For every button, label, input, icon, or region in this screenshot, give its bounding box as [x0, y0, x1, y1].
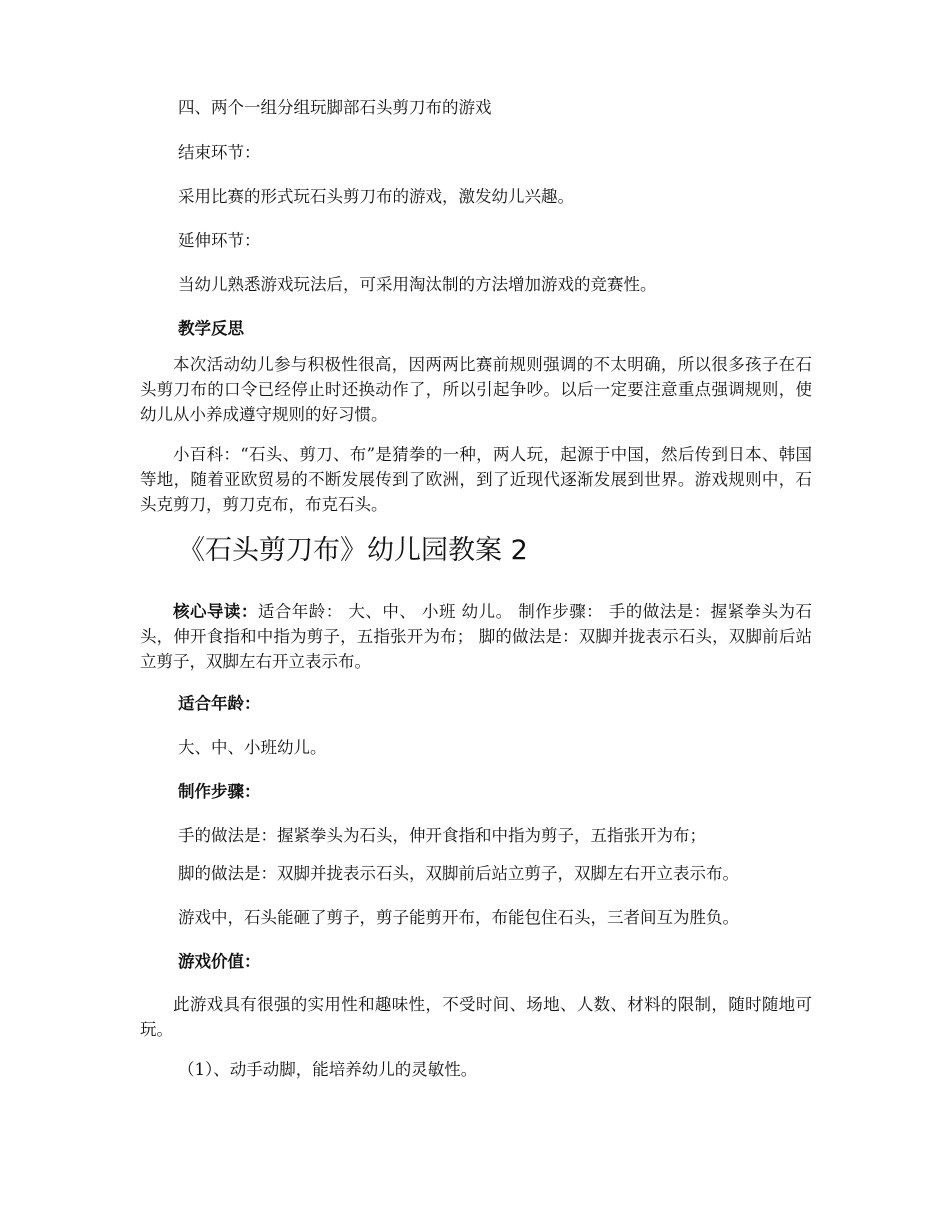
step-four-text: 四、两个一组分组玩脚部石头剪刀布的游戏 [178, 98, 492, 117]
core-guide-paragraph [140, 599, 812, 674]
extension-section-label: 延伸环节： [178, 231, 261, 250]
game-value-heading: 游戏价值： [178, 952, 261, 971]
end-section-label: 结束环节： [178, 143, 261, 162]
game-value-item-1: （1）、动手动脚，能培养幼儿的灵敏性。 [178, 1060, 478, 1079]
reflection-heading: 教学反思 [178, 319, 244, 338]
suitable-age-text: 大、中、小班幼儿。 [178, 738, 327, 757]
game-rule-text: 游戏中，石头能砸了剪子，剪子能剪开布，布能包住石头，三者间互为胜负。 [178, 908, 739, 927]
core-guide-text: 适合年龄： 大、中、 小班 幼儿。 制作步骤： 手的做法是：握紧拳头为石头，伸开食指和中指为剪子，五指张开为布； 脚的做法是：双脚并拢表示石头，双脚前后站立剪子，双脚左右开立表示布。 [140, 602, 813, 671]
encyclopedia-paragraph: 小百科：“石头、剪刀、布”是猜拳的一种，两人玩，起源于中国，然后传到日本、韩国等地，随着亚欧贸易的不断发展传到了欧洲，到了近现代逐渐发展到世界。游戏规则中，石头克剪刀，剪刀克布，布克石头。 [140, 445, 812, 514]
foot-method-text: 脚的做法是：双脚并拢表示石头，双脚前后站立剪子，双脚左右开立表示布。 [178, 864, 739, 883]
suitable-age-heading: 适合年龄： [178, 694, 261, 713]
extension-section-text: 当幼儿熟悉游戏玩法后，可采用淘汰制的方法增加游戏的竞赛性。 [178, 275, 657, 294]
core-guide-label: 核心导读： [173, 602, 258, 621]
steps-heading: 制作步骤： [178, 782, 261, 801]
lesson-plan-2-title: 《石头剪刀布》幼儿园教案 2 [178, 535, 528, 566]
end-section-text: 采用比赛的形式玩石头剪刀布的游戏，激发幼儿兴趣。 [178, 187, 574, 206]
game-value-paragraph: 此游戏具有很强的实用性和趣味性，不受时间、场地、人数、材料的限制，随时随地可玩。 [140, 995, 812, 1039]
reflection-paragraph: 本次活动幼儿参与积极性很高，因两两比赛前规则强调的不太明确，所以很多孩子在石头剪刀布的口令已经停止时还换动作了，所以引起争吵。以后一定要注意重点强调规则，使幼儿从小养成遵守规则的好习惯。 [140, 355, 812, 424]
hand-method-text: 手的做法是：握紧拳头为石头，伸开食指和中指为剪子，五指张开为布； [178, 826, 706, 845]
